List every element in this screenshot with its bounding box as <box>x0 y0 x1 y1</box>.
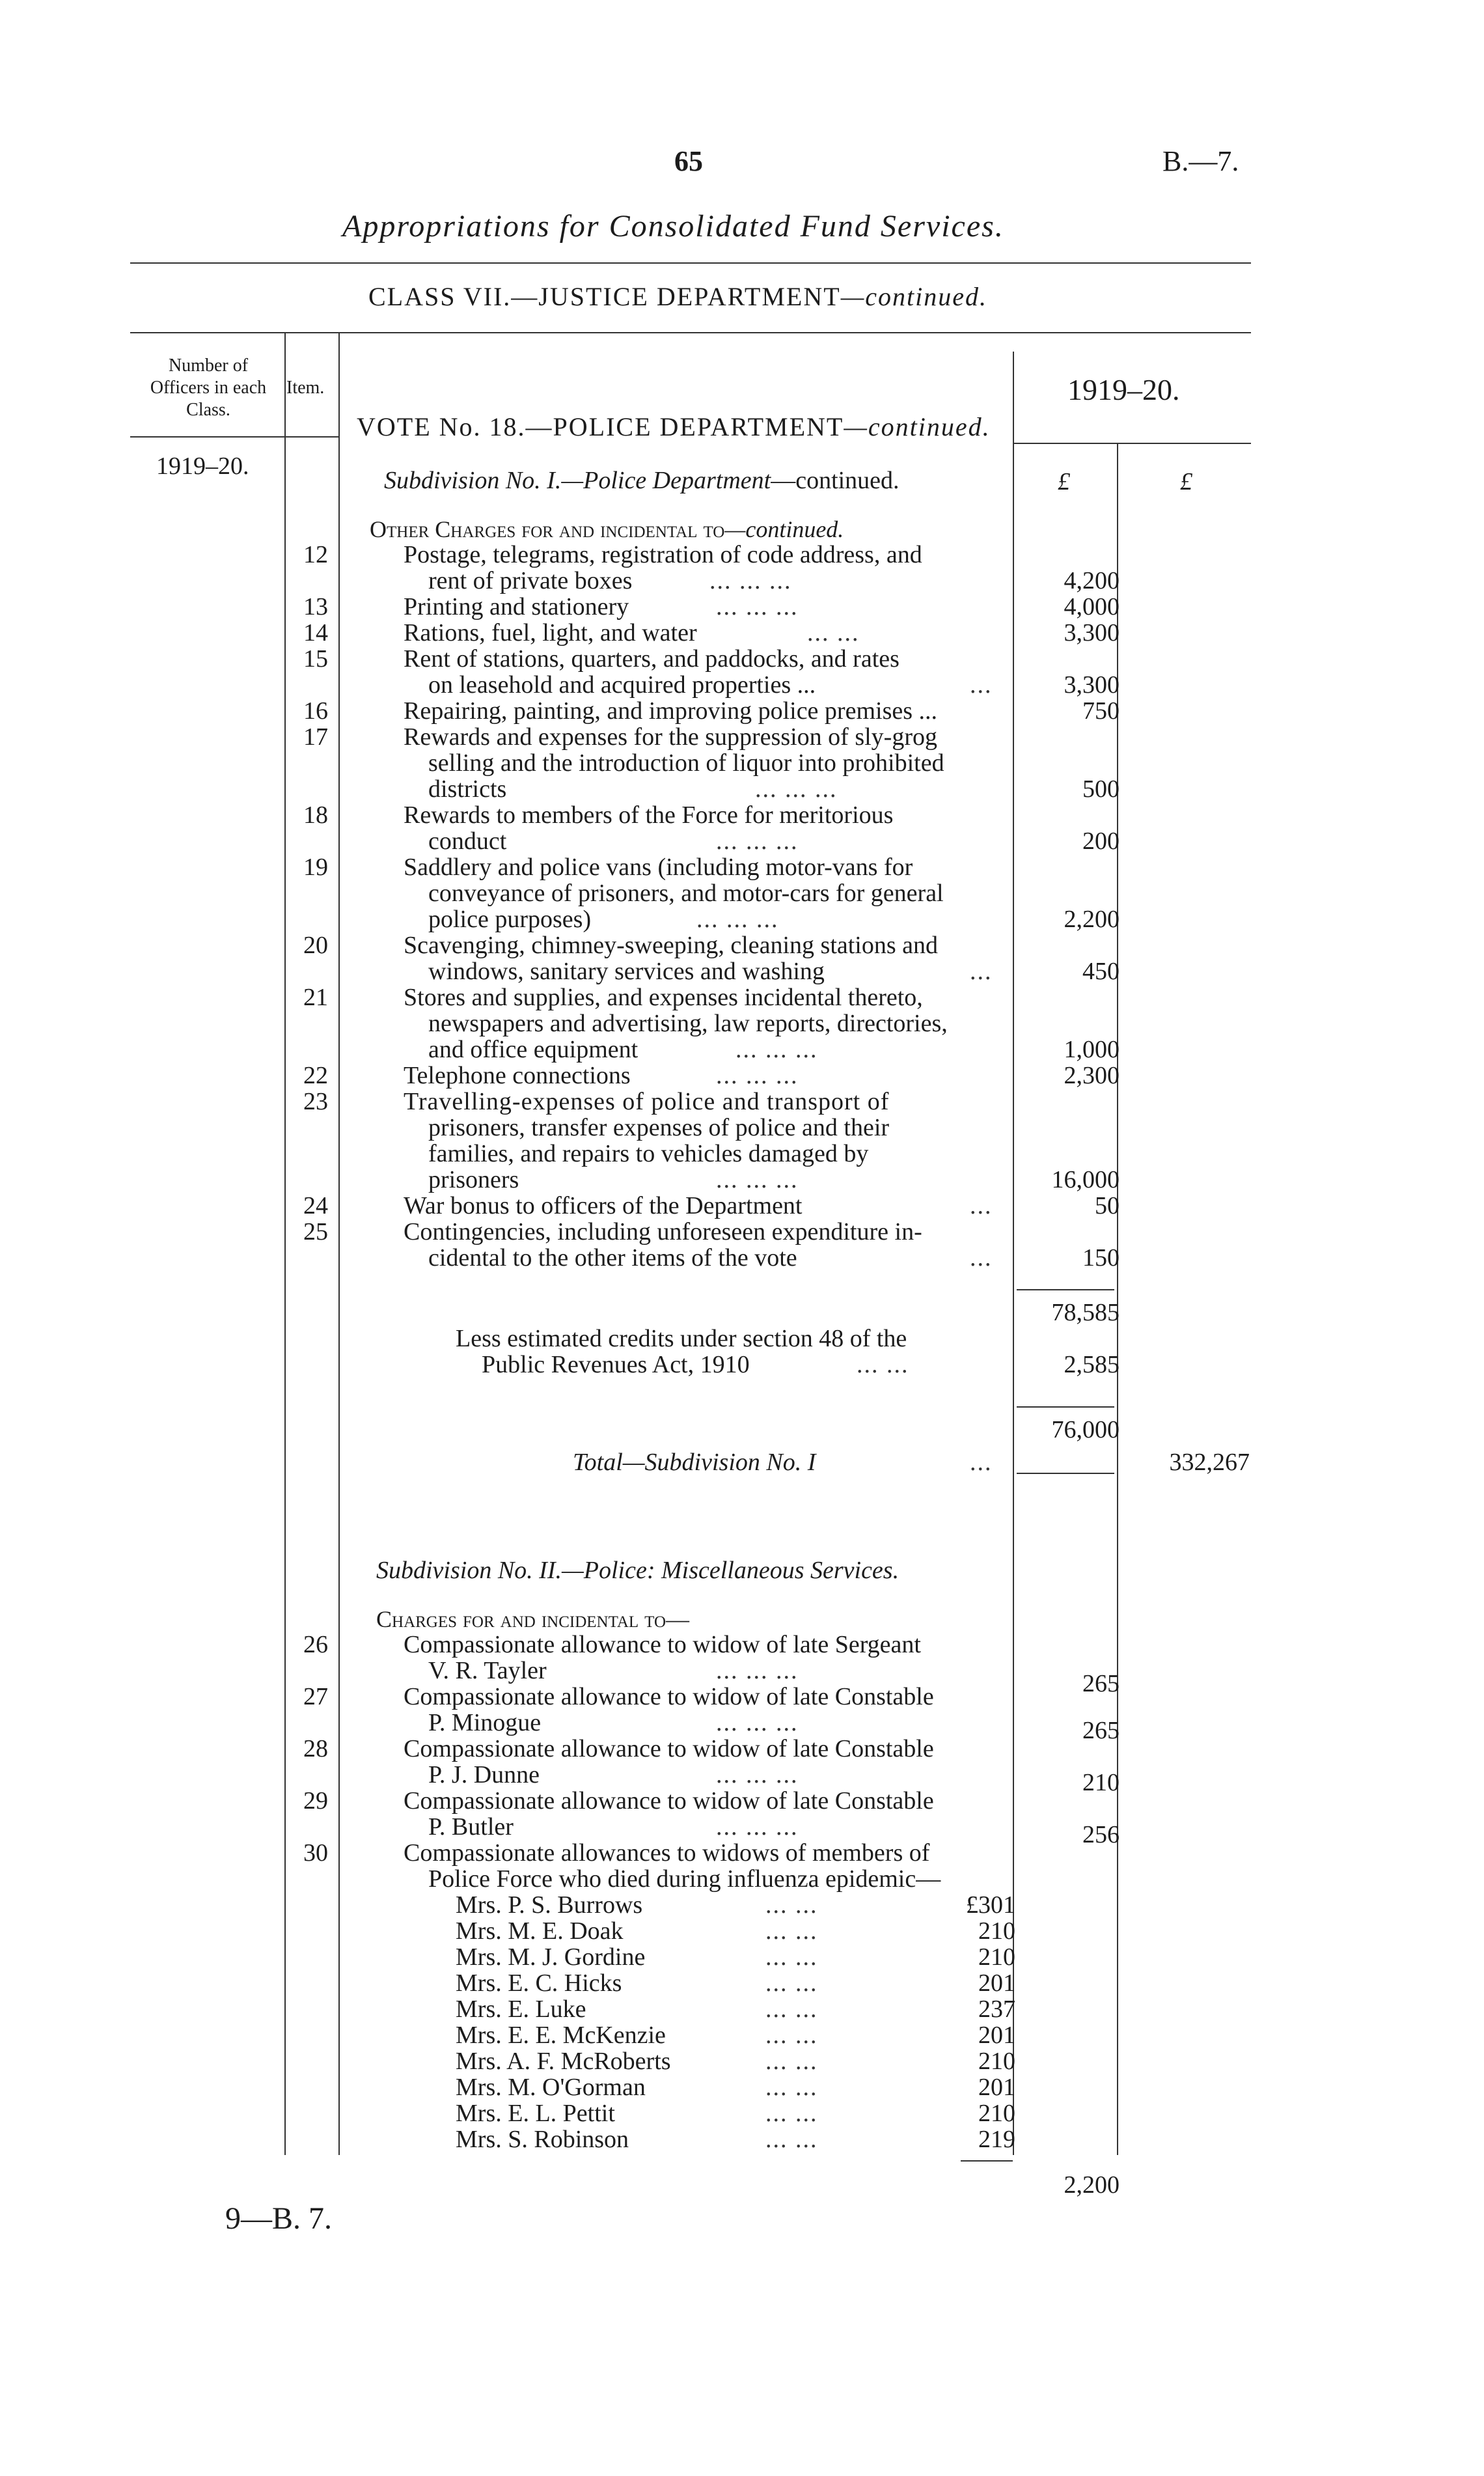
subdivision-1-title-suffix: —continued. <box>771 467 900 494</box>
item-description-line: Stores and supplies, and expenses incidental thereto, <box>404 984 923 1011</box>
subdivision-1-title <box>384 466 900 495</box>
item-description-line: districts <box>428 775 507 803</box>
leader-dots: ... ... <box>765 1891 818 1919</box>
leader-dots: ... ... <box>857 1351 909 1378</box>
item-description-line: Contingencies, including unforeseen expenditure in- <box>404 1218 922 1245</box>
item-number: 16 <box>303 697 328 725</box>
item-amount: 16,000 <box>1051 1166 1120 1193</box>
item-number: 15 <box>303 645 328 673</box>
item-number: 26 <box>303 1631 328 1658</box>
item-amount: 3,300 <box>1064 619 1120 647</box>
description-amount-divider <box>1013 352 1014 2155</box>
leader-dots: ... ... ... <box>696 906 779 933</box>
item-description-line: cidental to the other items of the vote <box>428 1244 797 1272</box>
widow-name: Mrs. M. E. Doak <box>456 1917 624 1945</box>
leader-dots: ... ... ... <box>716 828 799 855</box>
widows-sum-rule <box>961 2160 1013 2162</box>
class-heading-suffix: —continued. <box>840 282 987 311</box>
leader-dots: ... <box>970 958 993 985</box>
widow-amount: 219 <box>978 2126 1015 2153</box>
less-credits-line2: Public Revenues Act, 1910 <box>482 1351 750 1378</box>
item-description-line: Rations, fuel, light, and water <box>404 619 697 647</box>
item-description-line: Telephone connections <box>404 1062 631 1089</box>
class-heading-main: CLASS VII.—JUSTICE DEPARTMENT <box>368 282 841 311</box>
item-amount: 750 <box>1082 697 1120 725</box>
item-amount: 4,000 <box>1064 593 1120 620</box>
charges-heading-2: Charges for and incidental to— <box>376 1606 690 1632</box>
leader-dots: ... <box>970 1244 993 1272</box>
item-description-line: prisoners, transfer expenses of police and their <box>428 1114 890 1141</box>
charges-heading-suffix: —continued. <box>724 516 844 542</box>
item-description-line: P. Minogue <box>428 1709 542 1736</box>
pound-sign-amount-column: £ <box>1058 468 1070 495</box>
subdivision-1-title-text: Subdivision No. I.—Police Department <box>384 467 771 494</box>
page-signature: 9—B. 7. <box>225 2201 333 2236</box>
item-description-line: Scavenging, chimney-sweeping, cleaning stations and <box>404 932 939 959</box>
item-description-line: families, and repairs to vehicles damaged by <box>428 1140 869 1167</box>
vote-heading <box>357 411 991 442</box>
item-description-line: conduct <box>428 828 507 855</box>
widow-amount: 201 <box>978 2074 1015 2101</box>
leader-dots: ... ... <box>765 1996 818 2023</box>
item-description-line: P. J. Dunne <box>428 1761 540 1788</box>
item-amount: 1,000 <box>1064 1036 1120 1063</box>
leader-dots: ... ... ... <box>716 593 799 620</box>
item-number: 20 <box>303 932 328 959</box>
item-description-line: Compassionate allowance to widow of late Constable <box>404 1735 934 1762</box>
widow-amount: 210 <box>978 2100 1015 2127</box>
item-description-line: on leasehold and acquired properties ... <box>428 671 816 699</box>
item-number: 12 <box>303 541 328 568</box>
item-description-line: P. Butler <box>428 1813 514 1841</box>
item-number: 30 <box>303 1839 328 1867</box>
document-reference: B.—7. <box>1162 145 1239 177</box>
widow-amount: 210 <box>978 1917 1015 1945</box>
item-description-line: windows, sanitary services and washing <box>428 958 825 985</box>
item-amount: 265 <box>1082 1670 1120 1697</box>
less-credits-line1: Less estimated credits under section 48 of the <box>456 1325 907 1352</box>
item-description-line: Postage, telegrams, registration of code address, and <box>404 541 922 568</box>
header-bottom-rule-right <box>1013 443 1251 444</box>
item-description-line: Rewards and expenses for the suppression of sly-grog <box>404 723 937 751</box>
widow-name: Mrs. E. Luke <box>456 1996 586 2023</box>
widow-name: Mrs. P. S. Burrows <box>456 1891 643 1919</box>
leader-dots: ... ... ... <box>716 1657 799 1684</box>
net-total: 76,000 <box>1051 1416 1120 1443</box>
total-subdivision-1-amount: 332,267 <box>1169 1449 1250 1476</box>
charges-heading-text: Other Charges for and incidental to <box>370 516 725 542</box>
leader-dots: ... <box>970 1192 993 1219</box>
item-description-divider <box>338 332 340 2155</box>
widow-amount: 237 <box>978 1996 1015 2023</box>
widow-amount: £301 <box>966 1891 1015 1919</box>
item-number: 24 <box>303 1192 328 1219</box>
officers-header-line3: Class. <box>186 400 230 420</box>
vote-heading-main: VOTE No. 18.—POLICE DEPARTMENT <box>357 412 844 441</box>
leader-dots: ... ... ... <box>735 1036 818 1063</box>
officers-header-line2: Officers in each <box>150 378 267 398</box>
item-description-line: police purposes) <box>428 906 592 933</box>
subdivision-2-title: Subdivision No. II.—Police: Miscellaneous Services. <box>376 1557 900 1584</box>
widow-name: Mrs. E. L. Pettit <box>456 2100 615 2127</box>
item-description-line: Travelling-expenses of police and transport of <box>404 1088 890 1115</box>
table-top-rule <box>130 332 1251 333</box>
item-number: 18 <box>303 801 328 829</box>
leader-dots: ... ... ... <box>716 1813 799 1841</box>
widow-name: Mrs. M. J. Gordine <box>456 1943 646 1971</box>
item-header: Item. <box>286 378 325 398</box>
item-number: 22 <box>303 1062 328 1089</box>
item-description-line: Compassionate allowance to widow of late Constable <box>404 1683 934 1710</box>
net-total-rule <box>1017 1406 1114 1408</box>
item-description-line: prisoners <box>428 1166 519 1193</box>
item-description-line: Police Force who died during influenza epidemic— <box>428 1865 941 1893</box>
leader-dots: ... <box>970 1449 993 1476</box>
item-number: 17 <box>303 723 328 751</box>
item-number: 21 <box>303 984 328 1011</box>
pound-sign-total-column: £ <box>1180 468 1192 495</box>
header-bottom-rule-left <box>130 436 338 438</box>
leader-dots: ... ... <box>765 2100 818 2127</box>
widow-name: Mrs. M. O'Gorman <box>456 2074 646 2101</box>
item-amount: 256 <box>1082 1821 1120 1848</box>
widow-name: Mrs. E. E. McKenzie <box>456 2022 666 2049</box>
item-amount: 2,200 <box>1064 906 1120 933</box>
item-description-line: selling and the introduction of liquor into prohibited <box>428 749 944 777</box>
widow-amount: 201 <box>978 2022 1015 2049</box>
item-description-line: Repairing, painting, and improving police premises ... <box>404 697 938 725</box>
item-amount: 500 <box>1082 775 1120 803</box>
item-number: 13 <box>303 593 328 620</box>
item-description-line: rent of private boxes <box>428 567 633 594</box>
leader-dots: ... ... <box>765 1969 818 1997</box>
widow-amount: 210 <box>978 1943 1015 1971</box>
leader-dots: ... ... <box>807 619 860 647</box>
item-description-line: V. R. Tayler <box>428 1657 547 1684</box>
subtotal-rule <box>1017 1289 1114 1290</box>
item-description-line: War bonus to officers of the Department <box>404 1192 803 1219</box>
item-amount: 50 <box>1095 1192 1120 1219</box>
item-number: 27 <box>303 1683 328 1710</box>
item-number: 29 <box>303 1787 328 1815</box>
item-description-line: Compassionate allowance to widow of late Constable <box>404 1787 934 1815</box>
item-number: 23 <box>303 1088 328 1115</box>
leader-dots: ... ... <box>765 2126 818 2153</box>
item-amount: 200 <box>1082 828 1120 855</box>
item-amount: 3,300 <box>1064 671 1120 699</box>
item-description-line: Saddlery and police vans (including motor-vans for <box>404 854 913 881</box>
leader-dots: ... ... <box>765 2048 818 2075</box>
page-number: 65 <box>674 145 703 177</box>
widow-name: Mrs. S. Robinson <box>456 2126 629 2153</box>
item-amount: 2,300 <box>1064 1062 1120 1089</box>
item-amount: 210 <box>1082 1769 1120 1796</box>
item-description-line: and office equipment <box>428 1036 639 1063</box>
leader-dots: ... ... ... <box>755 775 838 803</box>
item-number: 28 <box>303 1735 328 1762</box>
leader-dots: ... ... <box>765 2022 818 2049</box>
officers-header-line1: Number of <box>168 355 249 376</box>
item-number: 14 <box>303 619 328 647</box>
item-amount: 450 <box>1082 958 1120 985</box>
gross-total: 78,585 <box>1051 1299 1120 1326</box>
item-amount: 4,200 <box>1064 567 1120 594</box>
item-amount: 150 <box>1082 1244 1120 1272</box>
leader-dots: ... ... ... <box>709 567 792 594</box>
leader-dots: ... ... ... <box>716 1062 799 1089</box>
item-description-line: conveyance of prisoners, and motor-cars for general <box>428 880 944 907</box>
leader-dots: ... ... <box>765 1917 818 1945</box>
leader-dots: ... ... <box>765 1943 818 1971</box>
page-title: Appropriations for Consolidated Fund Services. <box>342 209 1004 243</box>
officers-item-divider <box>284 332 286 2155</box>
item-number: 25 <box>303 1218 328 1245</box>
item-description-line: Rent of stations, quarters, and paddocks, and rates <box>404 645 900 673</box>
class-heading <box>368 281 987 312</box>
item-description-line: Rewards to members of the Force for meritorious <box>404 801 894 829</box>
officers-year: 1919–20. <box>156 452 249 480</box>
widow-amount: 210 <box>978 2048 1015 2075</box>
leader-dots: ... ... ... <box>716 1709 799 1736</box>
title-rule <box>130 262 1251 264</box>
charges-heading <box>370 516 844 543</box>
item-number: 19 <box>303 854 328 881</box>
widow-name: Mrs. A. F. McRoberts <box>456 2048 671 2075</box>
item-description-line: Compassionate allowance to widow of late Sergeant <box>404 1631 921 1658</box>
leader-dots: ... ... <box>765 2074 818 2101</box>
widow-amount: 201 <box>978 1969 1015 1997</box>
item-description-line: newspapers and advertising, law reports, directories, <box>428 1010 948 1037</box>
leader-dots: ... ... ... <box>716 1761 799 1788</box>
less-credits-amount: 2,585 <box>1064 1351 1120 1378</box>
item-description-line: Compassionate allowances to widows of members of <box>404 1839 930 1867</box>
leader-dots: ... ... ... <box>716 1166 799 1193</box>
widow-name: Mrs. E. C. Hicks <box>456 1969 622 1997</box>
leader-dots: ... <box>970 671 993 699</box>
item-amount: 2,200 <box>1064 2171 1120 2199</box>
year-header: 1919–20. <box>1067 373 1180 406</box>
item-amount: 265 <box>1082 1717 1120 1744</box>
vote-heading-suffix: —continued. <box>844 412 991 441</box>
item-description-line: Printing and stationery <box>404 593 629 620</box>
total-subdivision-1-label: Total—Subdivision No. I <box>573 1449 816 1476</box>
total-rule <box>1017 1473 1114 1474</box>
